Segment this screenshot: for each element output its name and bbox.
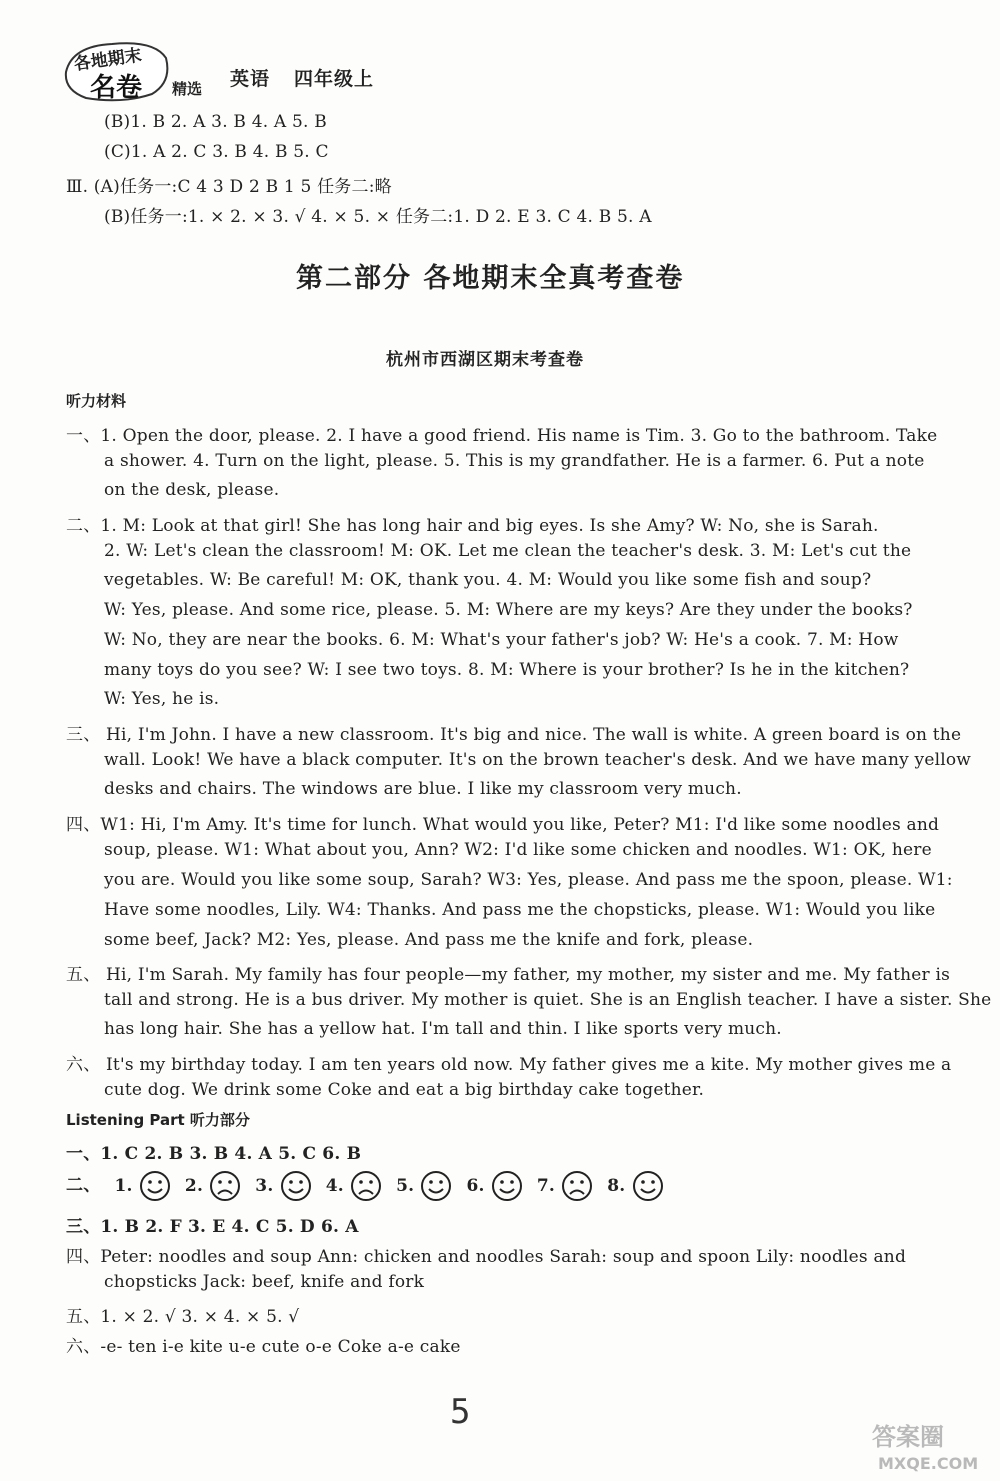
material-line: 六、 It's my birthday today. I am ten years old now. My father gives me a kite. My mother gives me a (66, 1055, 952, 1075)
material-line: 2. W: Let's clean the classroom! M: OK. Let me clean the teacher's desk. 3. M: Let's cut the (104, 541, 912, 561)
answer-line: (C)1. A 2. C 3. B 4. B 5. C (104, 142, 329, 162)
material-line: wall. Look! We have a black computer. It's on the brown teacher's desk. And we have many yellow (104, 750, 972, 770)
material-line: cute dog. We drink some Coke and eat a big birthday cake together. (104, 1080, 705, 1100)
answer-line: 一、1. C 2. B 3. B 4. A 5. C 6. B (66, 1144, 362, 1164)
material-line: you are. Would you like some soup, Sarah? W3: Yes, please. And pass me the spoon, please. W1: (104, 870, 953, 890)
material-line: W: Yes, he is. (104, 689, 220, 709)
material-line: soup, please. W1: What about you, Ann? W2: I'd like some chicken and noodles. W1: OK, here (104, 840, 932, 860)
material-line: W: Yes, please. And some rice, please. 5. M: Where are my keys? Are they under the books? (104, 600, 913, 620)
material-line: 二、1. M: Look at that girl! She has long hair and big eyes. Is she Amy? W: No, she is Sarah. (66, 516, 879, 536)
listening-material-heading: 听力材料 (66, 392, 127, 410)
question-number: 7. (530, 1175, 562, 1196)
answer-line: Ⅲ. (A)任务一:C 4 3 D 2 B 1 5 任务二:略 (66, 177, 392, 197)
happy-face-icon (139, 1170, 171, 1202)
grade-label: 四年级上 (294, 68, 375, 90)
happy-face-icon (632, 1170, 664, 1202)
material-line: has long hair. She has a yellow hat. I'm tall and thin. I like sports very much. (104, 1019, 782, 1039)
material-line: 三、 Hi, I'm John. I have a new classroom. It's big and nice. The wall is white. A green board is on the (66, 725, 962, 745)
material-line: W: No, they are near the books. 6. M: What's your father's job? W: He's a cook. 7. M: How (104, 630, 899, 650)
question-number: 2. (178, 1175, 210, 1196)
watermark-text-bottom: MXQE.COM (878, 1454, 979, 1473)
material-line: a shower. 4. Turn on the light, please. 5. This is my grandfather. He is a farmer. 6. Put a note (104, 451, 925, 471)
happy-face-icon (491, 1170, 523, 1202)
material-line: tall and strong. He is a bus driver. My mother is quiet. She is an English teacher. I have a sister. She (104, 990, 992, 1010)
material-line: 一、1. Open the door, please. 2. I have a good friend. His name is Tim. 3. Go to the bathroom. Take (66, 426, 938, 446)
answer-line: 五、1. × 2. √ 3. × 4. × 5. √ (66, 1307, 300, 1327)
series-logo (62, 38, 222, 108)
sad-face-icon (350, 1170, 382, 1202)
material-line: desks and chairs. The windows are blue. I like my classroom very much. (104, 779, 742, 799)
material-line: many toys do you see? W: I see two toys. 8. M: Where is your brother? Is he in the kitchen? (104, 660, 910, 680)
material-line: on the desk, please. (104, 480, 280, 500)
question-number: 6. (460, 1175, 491, 1196)
answer-line: chopsticks Jack: beef, knife and fork (104, 1272, 425, 1292)
material-line: Have some noodles, Lily. W4: Thanks. And pass me the chopsticks, please. W1: Would you like (104, 900, 936, 920)
answer-line: 六、-e- ten i-e kite u-e cute o-e Coke a-e cake (66, 1337, 461, 1357)
logo-text-sub: 精选 (172, 80, 203, 98)
material-line: 四、W1: Hi, I'm Amy. It's time for lunch. What would you like, Peter? M1: I'd like some noodles and (66, 815, 940, 835)
material-line: vegetables. W: Be careful! M: OK, thank you. 4. M: Would you like some fish and soup? (104, 570, 872, 590)
question-number: 3. (249, 1175, 280, 1196)
answer-line: 三、1. B 2. F 3. E 4. C 5. D 6. A (66, 1217, 359, 1237)
question-number: 1. (114, 1175, 139, 1196)
sad-face-icon (209, 1170, 241, 1202)
logo-text-main: 名卷 (90, 73, 143, 103)
answer-line: (B)1. B 2. A 3. B 4. A 5. B (104, 112, 327, 132)
sad-face-icon (561, 1170, 593, 1202)
answer-line: (B)任务一:1. × 2. × 3. √ 4. × 5. × 任务二:1. D 2. E 3. C 4. B 5. A (104, 207, 652, 227)
happy-face-icon (420, 1170, 452, 1202)
listening-part-heading: Listening Part 听力部分 (66, 1111, 250, 1129)
page-number: 5 (450, 1392, 471, 1432)
question-number: 5. (389, 1175, 421, 1196)
logo-text-top: 各地期末 (72, 45, 143, 75)
watermark-logo (842, 1415, 992, 1475)
question-label: 二、 (66, 1175, 101, 1196)
question-number: 4. (319, 1175, 350, 1196)
face-answer-row (66, 1170, 664, 1202)
material-line: 五、 Hi, I'm Sarah. My family has four people—my father, my mother, my sister and me. My father is (66, 965, 951, 985)
watermark-text-top: 答案圈 (872, 1423, 944, 1451)
answer-line: 四、Peter: noodles and soup Ann: chicken and noodles Sarah: soup and spoon Lily: noodles and (66, 1247, 907, 1267)
exam-title: 杭州市西湖区期末考查卷 (386, 350, 584, 370)
part-title: 第二部分 各地期末全真考查卷 (296, 263, 685, 294)
happy-face-icon (280, 1170, 312, 1202)
subject-label: 英语 (230, 68, 271, 90)
material-line: some beef, Jack? M2: Yes, please. And pass me the knife and fork, please. (104, 930, 754, 950)
question-number: 8. (601, 1175, 632, 1196)
